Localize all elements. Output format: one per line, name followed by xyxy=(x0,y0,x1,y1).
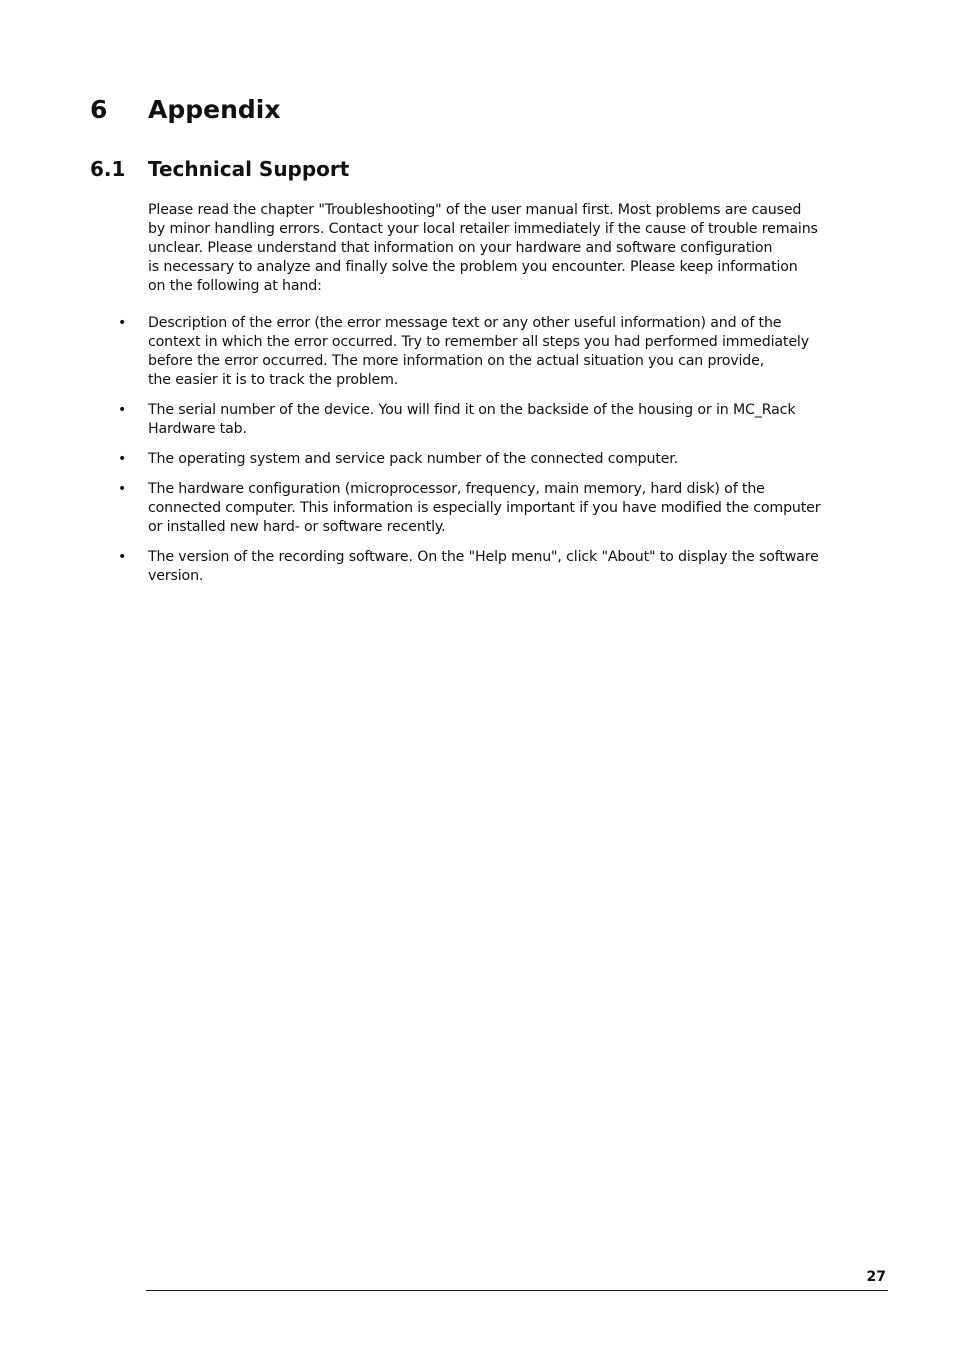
section-heading xyxy=(90,155,349,183)
list-item-line: Description of the error (the error message text or any other useful information) and of the xyxy=(148,315,782,331)
intro-line: is necessary to analyze and finally solve the problem you encounter. Please keep information xyxy=(148,259,798,275)
list-item-line: The version of the recording software. On the "Help menu", click "About" to display the software xyxy=(148,549,819,565)
chapter-heading xyxy=(90,92,280,128)
intro-paragraph xyxy=(148,201,888,296)
intro-line: by minor handling errors. Contact your local retailer immediately if the cause of trouble remains xyxy=(148,221,818,237)
bullet-icon: • xyxy=(118,451,127,467)
list-item-line: or installed new hard- or software recently. xyxy=(148,519,446,535)
intro-line: on the following at hand: xyxy=(148,278,322,294)
list-item-error-description xyxy=(114,314,894,390)
chapter-number: 6 xyxy=(90,95,108,124)
list-item-line: The hardware configuration (microprocessor, frequency, main memory, hard disk) of the xyxy=(148,481,765,497)
list-item-line: The serial number of the device. You will find it on the backside of the housing or in MC_Rack xyxy=(148,402,796,418)
section-number: 6.1 xyxy=(90,157,126,181)
page-number: 27 xyxy=(866,1269,886,1285)
list-item-line: context in which the error occurred. Try to remember all steps you had performed immediately xyxy=(148,334,809,350)
bullet-icon: • xyxy=(118,549,127,565)
chapter-title: Appendix xyxy=(148,95,281,124)
list-item-line: The operating system and service pack number of the connected computer. xyxy=(148,451,679,467)
list-item-hardware-configuration xyxy=(114,480,894,537)
list-item-line: connected computer. This information is especially important if you have modified the computer xyxy=(148,500,821,516)
bullet-icon: • xyxy=(118,481,127,497)
list-item-line: the easier it is to track the problem. xyxy=(148,372,399,388)
section-title: Technical Support xyxy=(148,157,350,181)
list-item-line: Hardware tab. xyxy=(148,421,247,437)
list-item-software-version xyxy=(114,548,894,586)
intro-line: Please read the chapter "Troubleshooting" of the user manual first. Most problems are caused xyxy=(148,202,802,218)
list-item-operating-system xyxy=(114,450,894,469)
bullet-icon: • xyxy=(118,315,127,331)
bullet-icon: • xyxy=(118,402,127,418)
footer-divider xyxy=(146,1290,888,1291)
list-item-serial-number xyxy=(114,401,894,439)
support-info-list xyxy=(114,314,894,597)
intro-line: unclear. Please understand that information on your hardware and software configuration xyxy=(148,240,773,256)
list-item-line: before the error occurred. The more information on the actual situation you can provide, xyxy=(148,353,765,369)
list-item-line: version. xyxy=(148,568,204,584)
